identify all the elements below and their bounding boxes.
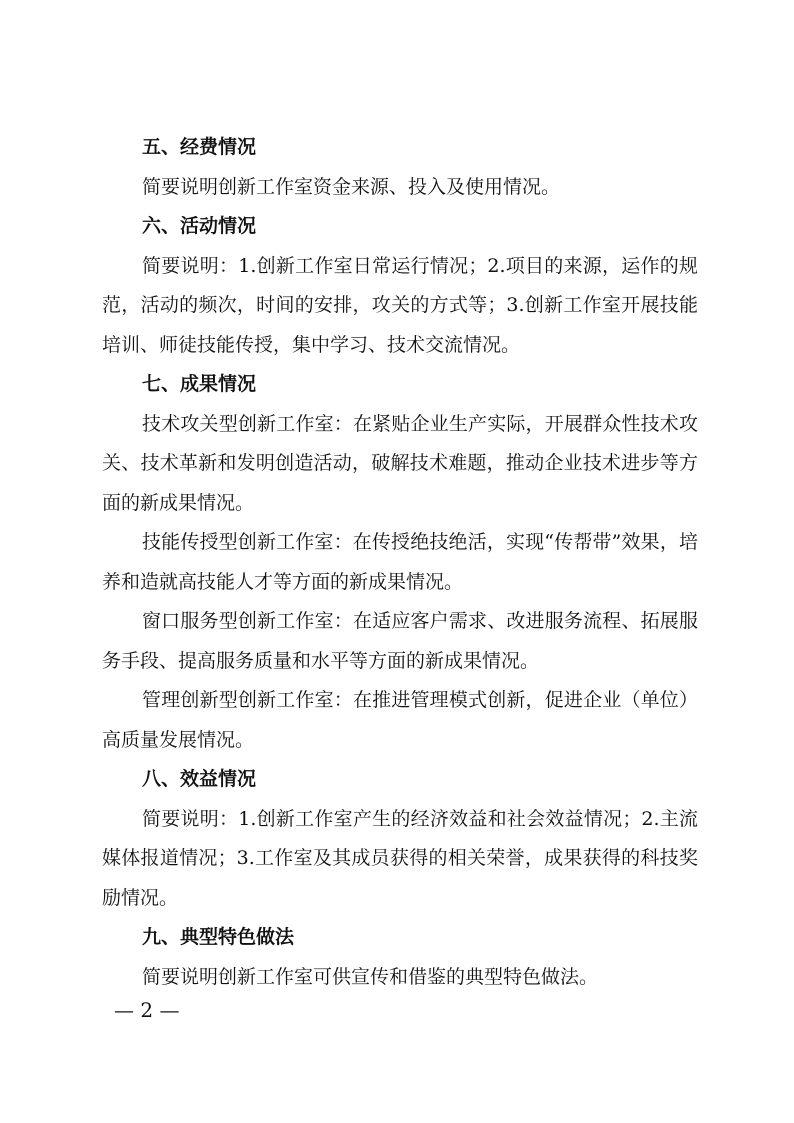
- section-paragraph: 简要说明创新工作室资金来源、投入及使用情况。: [142, 175, 561, 198]
- section-paragraph: 管理创新型创新工作室：在推进管理模式创新，促进企业（单位）高质量发展情况。: [102, 689, 698, 751]
- section-paragraph: 技术攻关型创新工作室：在紧贴企业生产实际，开展群众性技术攻关、技术革新和发明创造活动，破解技术难题，推动企业技术进步等方面的新成果情况。: [102, 412, 698, 514]
- section-heading: 九、典型特色做法: [142, 926, 295, 948]
- section-paragraph: 简要说明：1.创新工作室产生的经济效益和社会效益情况；2.主流媒体报道情况；3.工作室及其成员获得的相关荣誉，成果获得的科技奖励情况。: [102, 807, 698, 909]
- section-heading: 五、经费情况: [142, 136, 257, 158]
- section-funding: [102, 128, 698, 207]
- page-number: — 2 —: [114, 998, 180, 1022]
- section-paragraph: 简要说明创新工作室可供宣传和借鉴的典型特色做法。: [142, 965, 599, 988]
- section-paragraph: 简要说明：1.创新工作室日常运行情况；2.项目的来源，运作的规范，活动的频次，时间的安排，攻关的方式等；3.创新工作室开展技能培训、师徒技能传授，集中学习、技术交流情况。: [102, 254, 698, 356]
- document-body: [102, 128, 698, 997]
- section-paragraph: 技能传授型创新工作室：在传授绝技绝活，实现“传帮带”效果，培养和造就高技能人才等方面的新成果情况。: [102, 531, 698, 593]
- section-heading: 六、活动情况: [142, 215, 257, 237]
- section-paragraph: 窗口服务型创新工作室：在适应客户需求、改进服务流程、拓展服务手段、提高服务质量和水平等方面的新成果情况。: [102, 610, 698, 672]
- section-heading: 八、效益情况: [142, 768, 257, 790]
- section-heading: 七、成果情况: [142, 373, 257, 395]
- section-benefits: [102, 760, 698, 918]
- section-achievements: [102, 365, 698, 760]
- section-typical-practices: [102, 918, 698, 997]
- section-activities: [102, 207, 698, 365]
